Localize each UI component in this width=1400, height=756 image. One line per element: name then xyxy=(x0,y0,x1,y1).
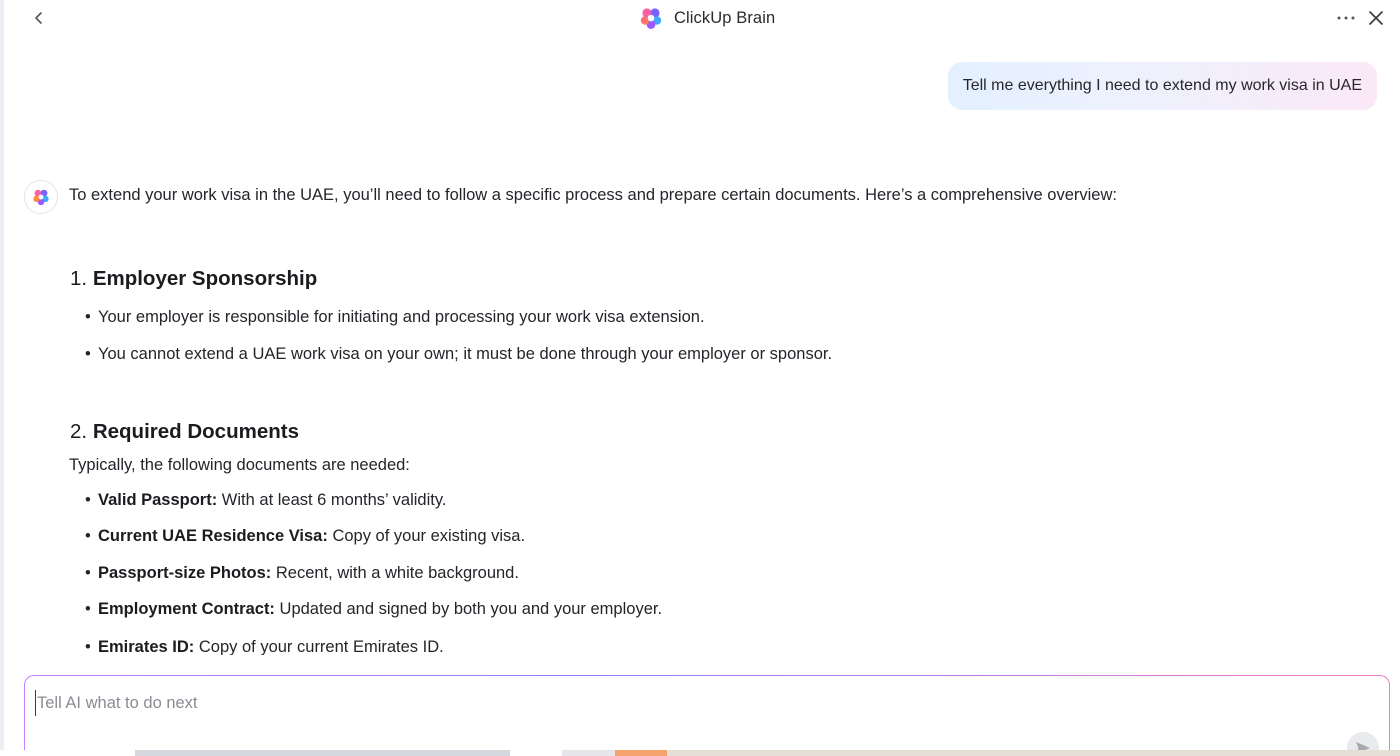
section-title: Employer Sponsorship xyxy=(92,267,318,290)
section-number: 1. xyxy=(70,267,88,290)
bullet-dot: • xyxy=(85,638,91,655)
more-options-button[interactable] xyxy=(1334,7,1358,29)
list-item xyxy=(85,308,705,327)
close-button[interactable] xyxy=(1366,7,1386,29)
panel-header xyxy=(0,0,1400,40)
section-intro-text: Typically, the following documents are needed: xyxy=(69,456,410,474)
section-title: Required Documents xyxy=(92,420,299,443)
ai-intro-text: To extend your work visa in the UAE, you’ll need to follow a specific process and prepare certain documents. Here’s a comprehensive overview: xyxy=(69,186,1117,204)
list-item-label: Current UAE Residence Visa: xyxy=(98,527,328,545)
list-item-text: Recent, with a white background. xyxy=(271,564,519,582)
prompt-input[interactable] xyxy=(35,690,1335,716)
user-message-text: Tell me everything I need to extend my work visa in UAE xyxy=(962,77,1362,94)
bullet-dot: • xyxy=(85,308,91,326)
section-heading-employer-sponsorship xyxy=(70,267,317,291)
section-heading-required-documents xyxy=(70,420,299,444)
prompt-composer xyxy=(24,675,1390,756)
list-item xyxy=(85,345,832,364)
clickup-brain-logo-icon xyxy=(639,6,663,30)
list-item-text: You cannot extend a UAE work visa on your own; it must be done through your employer or sponsor. xyxy=(98,345,833,363)
list-item-text: Updated and signed by both you and your employer. xyxy=(274,600,663,618)
list-item-text: With at least 6 months’ validity. xyxy=(217,491,447,509)
list-item xyxy=(85,638,444,655)
panel-left-edge xyxy=(0,0,4,756)
close-icon xyxy=(1366,7,1386,29)
header-title: ClickUp Brain xyxy=(674,8,776,27)
list-item xyxy=(85,600,662,619)
bullet-dot: • xyxy=(85,564,91,582)
chevron-left-icon xyxy=(28,7,50,29)
list-item xyxy=(85,527,525,546)
list-item-label: Valid Passport: xyxy=(98,491,218,509)
list-item-text: Copy of your existing visa. xyxy=(327,527,526,545)
list-item xyxy=(85,491,446,510)
list-item-text: Your employer is responsible for initiating and processing your work visa extension. xyxy=(98,308,705,326)
bullet-dot: • xyxy=(85,345,91,363)
user-message-bubble xyxy=(948,62,1377,110)
bullet-dot: • xyxy=(85,600,91,618)
bullet-dot: • xyxy=(85,527,91,545)
list-item-label: Passport-size Photos: xyxy=(98,564,272,582)
bottom-taskbar-strip xyxy=(0,750,1400,756)
section-number: 2. xyxy=(70,420,88,443)
list-item xyxy=(85,564,519,583)
clickup-brain-avatar-icon xyxy=(32,188,50,206)
list-item-label: Emirates ID: xyxy=(98,638,195,655)
header-title-group xyxy=(639,6,775,30)
bullet-dot: • xyxy=(85,491,91,509)
ai-avatar xyxy=(24,180,58,214)
more-horizontal-icon xyxy=(1334,7,1358,29)
back-button[interactable] xyxy=(28,7,50,29)
list-item-text: Copy of your current Emirates ID. xyxy=(194,638,444,655)
list-item-label: Employment Contract: xyxy=(98,600,275,618)
